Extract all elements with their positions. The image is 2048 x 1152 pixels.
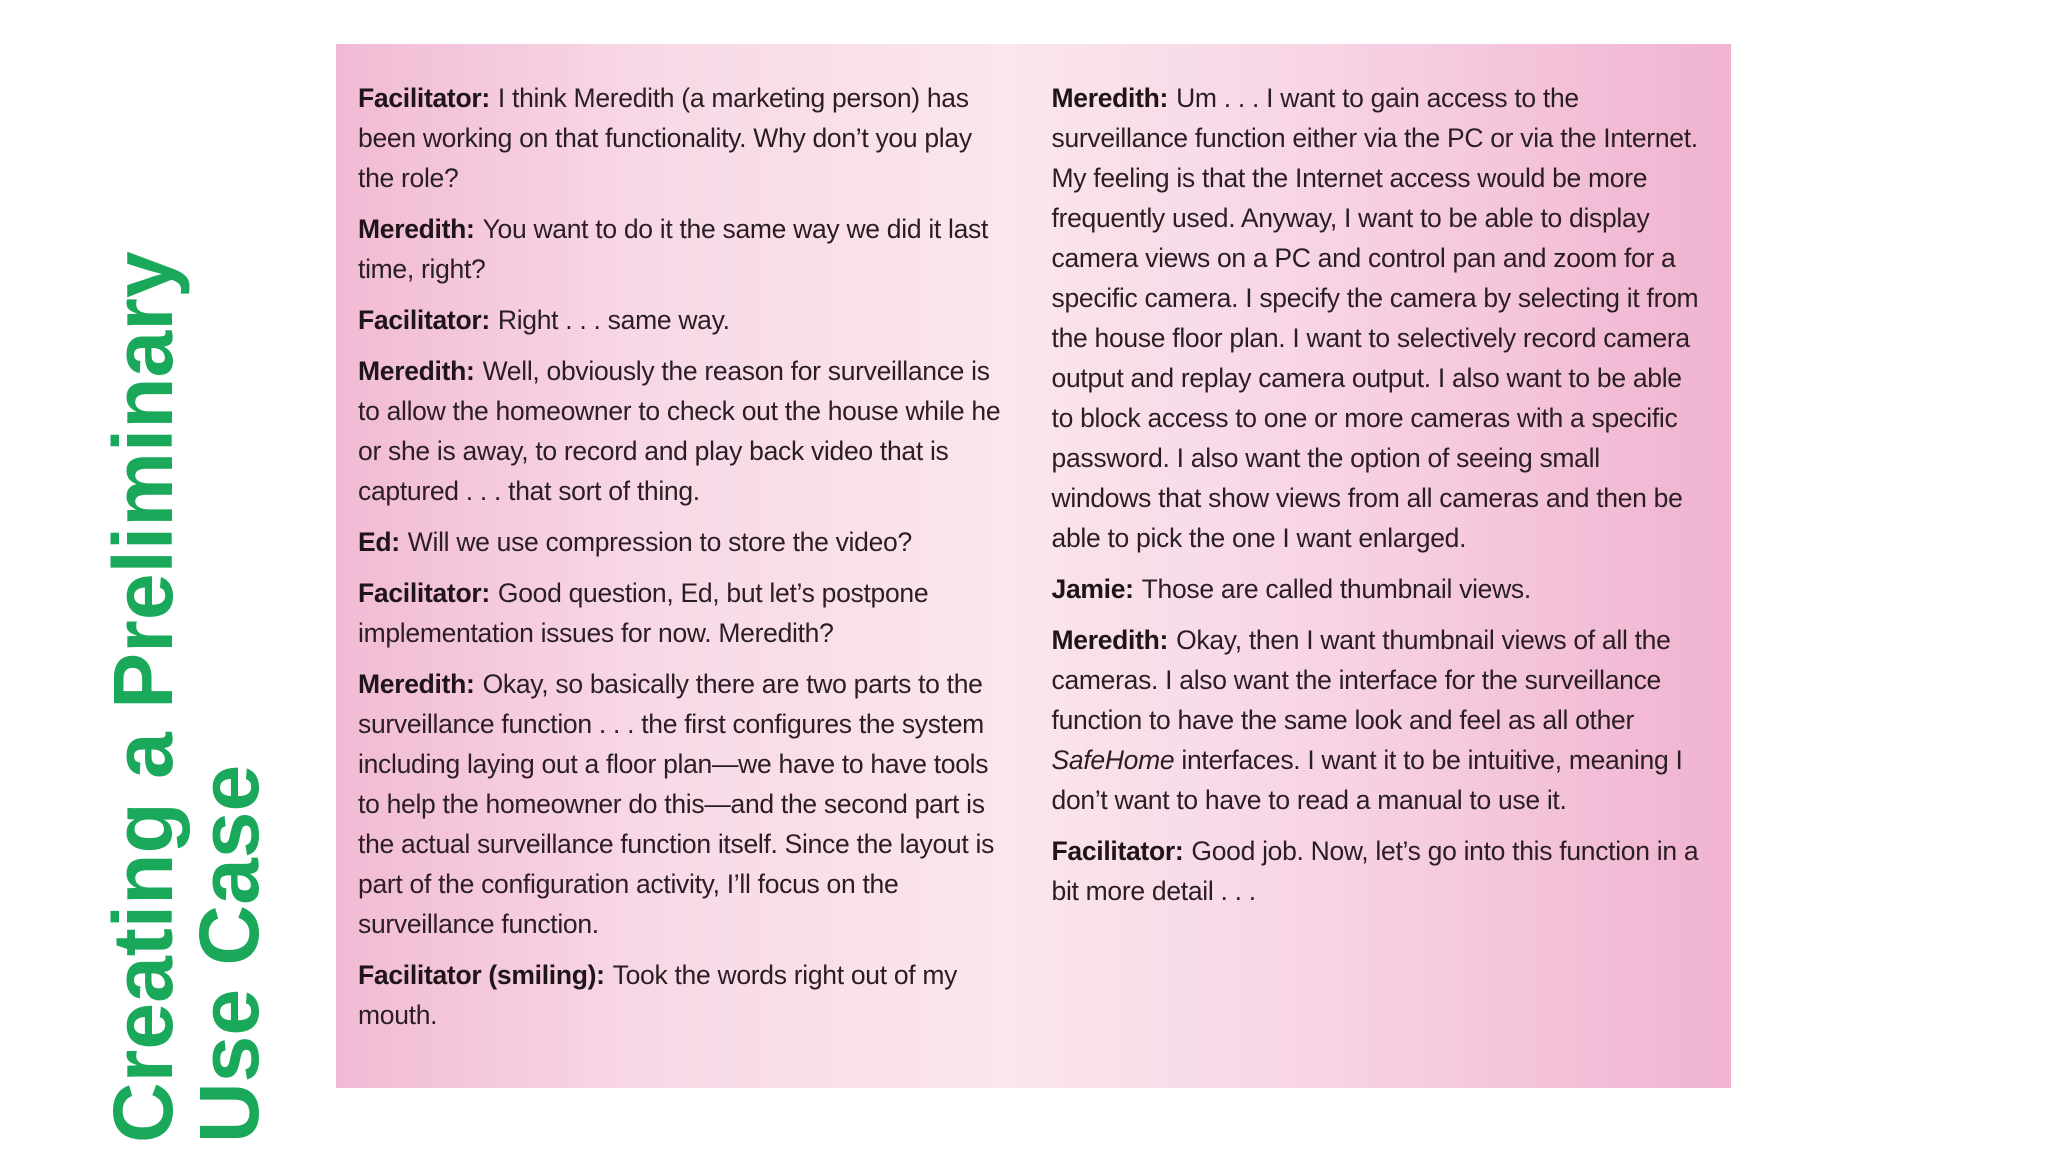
dialogue-text: You want to do it the same way we did it last time, right?: [358, 214, 989, 284]
slide-title-line-1: Creating a Preliminary: [96, 251, 190, 1143]
speaker-name: Facilitator:: [1051, 836, 1184, 866]
speaker-name: Facilitator:: [358, 578, 490, 608]
speaker-name: Facilitator (smiling):: [358, 960, 605, 990]
dialogue-text: Took the words right out of my mouth.: [358, 960, 958, 1030]
dialogue-text: Right . . . same way.: [497, 305, 730, 335]
dialogue-turn: [1052, 569, 1706, 609]
speaker-name: Jamie:: [1051, 574, 1134, 604]
dialogue-turn: [358, 664, 1012, 944]
dialogue-turn: [358, 573, 1012, 653]
product-name: SafeHome: [1051, 745, 1175, 775]
slide-title-line-2: Use Case: [182, 764, 276, 1143]
dialogue-text: Okay, then I want thumbnail views of all the cameras. I also want the interface for the surveillance function to have the same look and feel as all other: [1051, 625, 1671, 735]
dialogue-turn: [1052, 831, 1706, 911]
dialogue-turn: [358, 300, 1012, 340]
speaker-name: Facilitator:: [358, 83, 490, 113]
dialogue-turn: [1052, 78, 1706, 558]
speaker-name: Meredith:: [1051, 625, 1169, 655]
dialogue-text: Um . . . I want to gain access to the surveillance function either via the PC or via the Internet. My feeling is that the Internet access would be more frequently used. Anyway, I want to be able to display camera views on a PC and control pan and zoom for a specific camera. I specify the camera by selecting it from the house floor plan. I want to selectively record camera output and replay camera output. I also want to be able to block access to one or more cameras with a specific password. I also want the option of seeing small windows that show views from all cameras and then be able to pick the one I want enlarged.: [1051, 83, 1699, 553]
speaker-name: Meredith:: [358, 214, 475, 244]
dialogue-turn: [358, 522, 1012, 562]
dialogue-turn: [358, 78, 1012, 198]
speaker-name: Meredith:: [1051, 83, 1169, 113]
dialogue-text: Good job. Now, let’s go into this function in a bit more detail . . .: [1051, 836, 1699, 906]
dialogue-text: Okay, so basically there are two parts to the surveillance function . . . the first configures the system including laying out a floor plan—we have to have tools to help the homeowner do this—and the second part is the actual surveillance function itself. Since the layout is part of the configuration activity, I’ll focus on the surveillance function.: [358, 669, 995, 939]
speaker-name: Ed:: [358, 527, 400, 557]
dialogue-turn: [358, 209, 1012, 289]
speaker-name: Facilitator:: [358, 305, 490, 335]
dialogue-text: Well, obviously the reason for surveillance is to allow the homeowner to check out the house while he or she is away, to record and play back video that is captured . . . that sort of thing.: [358, 356, 1001, 506]
speaker-name: Meredith:: [358, 356, 475, 386]
slide-title: [96, 143, 276, 1143]
dialogue-text: Good question, Ed, but let’s postpone implementation issues for now. Meredith?: [358, 578, 929, 648]
dialogue-turn: [1052, 620, 1706, 820]
dialogue-text: Those are called thumbnail views.: [1141, 574, 1531, 604]
dialogue-column-right: [1052, 78, 1706, 1088]
dialogue-turn: [358, 955, 1012, 1035]
dialogue-text: interfaces. I want it to be intuitive, meaning I don’t want to have to read a manual to use it.: [1051, 745, 1683, 815]
dialogue-text: Will we use compression to store the video?: [407, 527, 912, 557]
speaker-name: Meredith:: [358, 669, 475, 699]
dialogue-column-left: [358, 78, 1012, 1088]
dialogue-text: I think Meredith (a marketing person) has been working on that functionality. Why don’t you play the role?: [358, 83, 972, 193]
dialogue-turn: [358, 351, 1012, 511]
dialogue-panel: [336, 44, 1731, 1088]
